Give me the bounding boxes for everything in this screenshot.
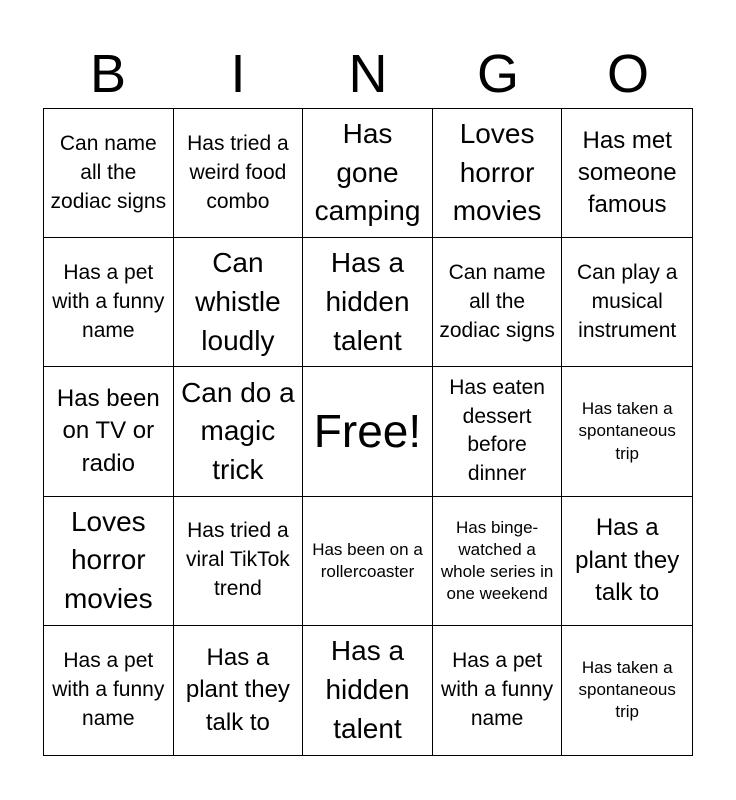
bingo-cell[interactable]: Can name all the zodiac signs	[433, 238, 563, 367]
header-letter-g: G	[476, 44, 519, 104]
bingo-cell[interactable]: Has tried a viral TikTok trend	[174, 497, 304, 626]
bingo-grid	[43, 108, 693, 756]
bingo-cell[interactable]: Has a plant they talk to	[562, 497, 692, 626]
bingo-cell[interactable]: Can play a musical instrument	[562, 238, 692, 367]
bingo-cell[interactable]: Has tried a weird food combo	[174, 109, 304, 238]
bingo-cell[interactable]: Has been on a rollercoaster	[303, 497, 433, 626]
bingo-cell[interactable]: Can do a magic trick	[174, 367, 304, 496]
header-letter-b: B	[89, 44, 127, 104]
bingo-cell[interactable]: Has taken a spontaneous trip	[578, 658, 676, 722]
bingo-cell[interactable]: Has a pet with a funny name	[44, 238, 174, 367]
bingo-cell[interactable]: Has taken a spontaneous trip	[562, 367, 692, 496]
bingo-cell[interactable]: Can name all the zodiac signs	[44, 109, 174, 238]
bingo-cell[interactable]: Has a hidden talent	[303, 626, 433, 755]
bingo-cell[interactable]: Has eaten dessert before dinner	[433, 367, 563, 496]
bingo-cell[interactable]: Has been on TV or radio	[44, 367, 174, 496]
free-space-cell[interactable]: Free!	[303, 367, 433, 496]
bingo-cell[interactable]: Has a pet with a funny name	[44, 626, 174, 755]
bingo-cell[interactable]: Has binge-watched a whole series in one weekend	[433, 497, 563, 626]
bingo-cell[interactable]: Has a plant they talk to	[174, 626, 304, 755]
bingo-cell[interactable]: Loves horror movies	[44, 497, 174, 626]
header-letter-i: I	[230, 44, 246, 104]
bingo-cell[interactable]: Has gone camping	[303, 109, 433, 238]
bingo-cell[interactable]: Has a hidden talent	[303, 238, 433, 367]
bingo-header	[43, 40, 693, 108]
bingo-cell[interactable]: Has met someone famous	[562, 109, 692, 238]
bingo-cell[interactable]: Loves horror movies	[433, 109, 563, 238]
header-letter-o: O	[606, 44, 649, 104]
bingo-cell[interactable]: Can whistle loudly	[174, 238, 304, 367]
header-letter-n: N	[348, 44, 388, 104]
bingo-cell[interactable]: Has a pet with a funny name	[433, 626, 563, 755]
